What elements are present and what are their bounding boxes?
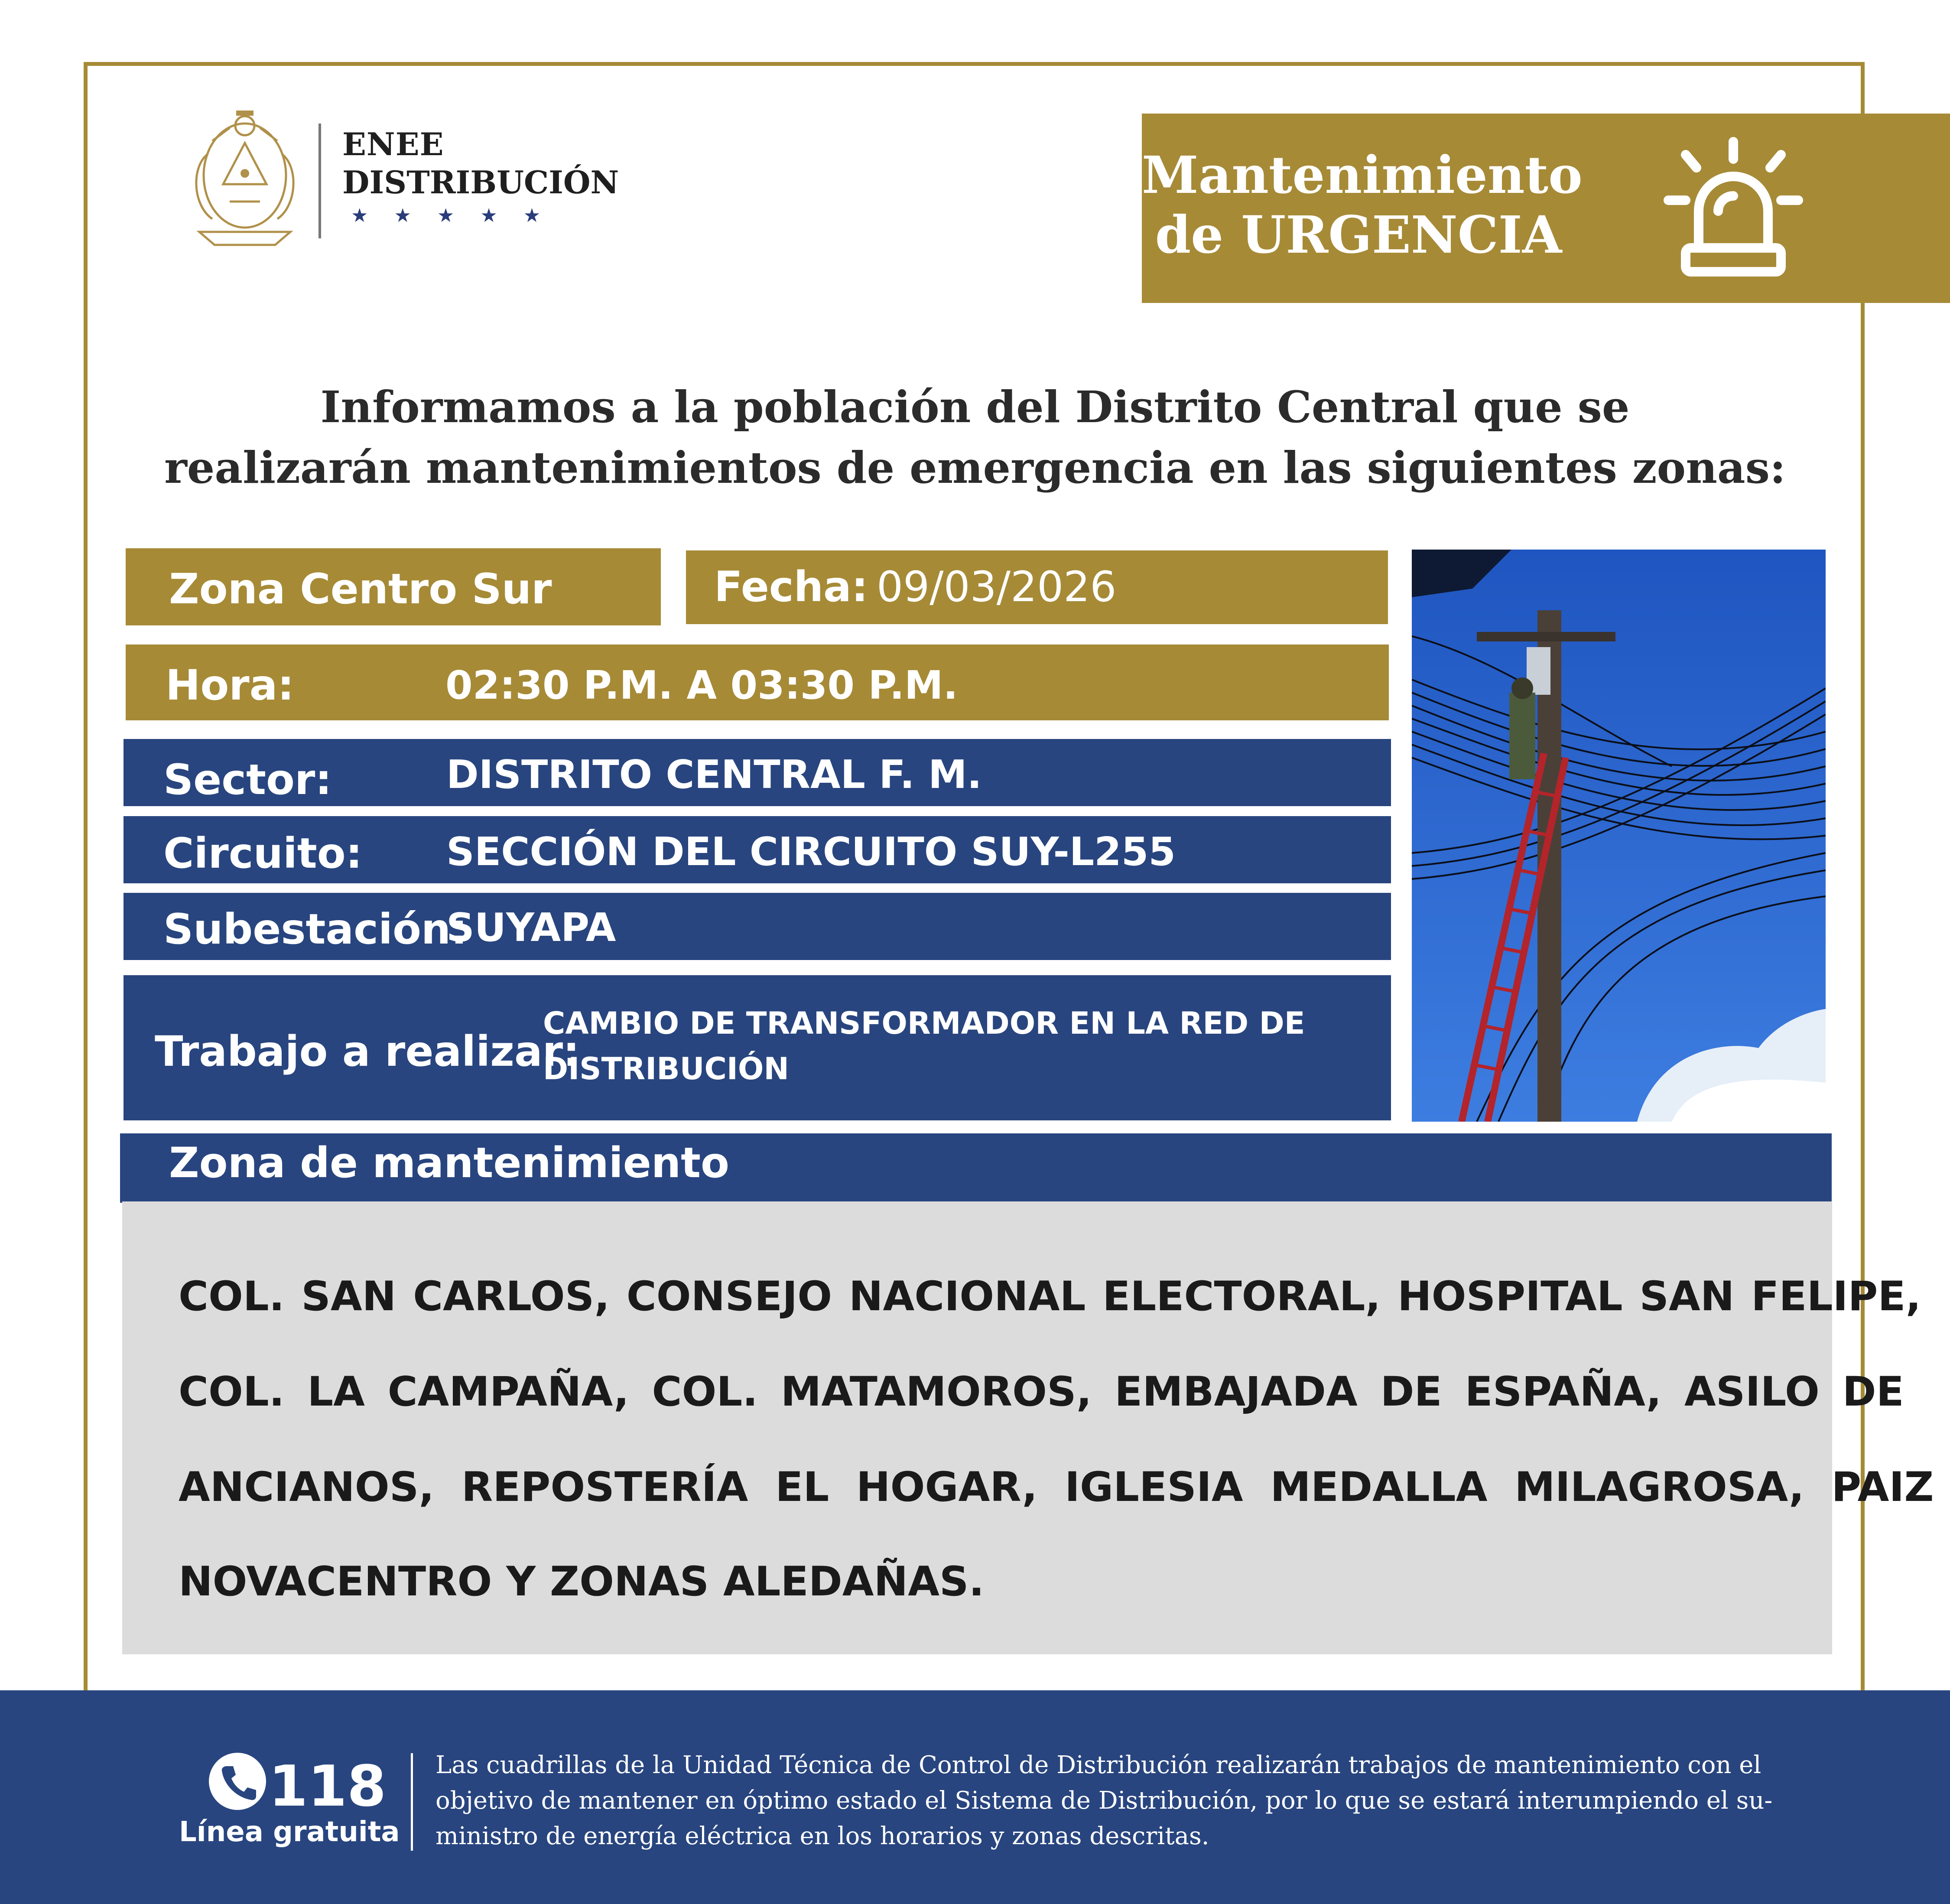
intro-line-1: Informamos a la población del Distrito Central que se	[320, 381, 1630, 433]
zona-mantenimiento-title: Zona de mantenimiento	[169, 1139, 729, 1187]
phone-label: Línea gratuita	[179, 1816, 400, 1848]
hora-box	[126, 644, 1389, 720]
trabajo-value-line1: CAMBIO DE TRANSFORMADOR EN LA RED DE	[543, 1006, 1305, 1041]
hora-label: Hora:	[166, 661, 294, 710]
brand-enee: ENEE	[342, 126, 444, 163]
footer-text-line1: Las cuadrillas de la Unidad Técnica de Control de Distribución realizarán trabajos de mantenimiento con el	[436, 1751, 1762, 1779]
footer-text-line3: ministro de energía eléctrica en los horarios y zonas descritas.	[436, 1822, 1209, 1850]
circuito-row	[124, 816, 1391, 883]
subestacion-value: SUYAPA	[446, 905, 616, 950]
footer-text-line2: objetivo de mantener en óptimo estado el Sistema de Distribución, por lo que se estará interumpiendo el su-	[436, 1787, 1773, 1815]
circuito-label: Circuito:	[163, 829, 363, 878]
fecha-label: Fecha:	[714, 563, 868, 611]
phone-icon	[207, 1751, 268, 1812]
zona-box	[126, 548, 661, 625]
badge-title-line1: Mantenimiento	[1142, 145, 1583, 205]
trabajo-value-line2: DISTRIBUCIÓN	[543, 1051, 789, 1087]
sector-value: DISTRITO CENTRAL F. M.	[446, 752, 982, 797]
subestacion-label: Subestación:	[163, 905, 468, 954]
siren-alarm-icon	[1662, 135, 1805, 278]
zone-line-4: NOVACENTRO Y ZONAS ALEDAÑAS.	[179, 1558, 985, 1605]
subestacion-row	[124, 893, 1391, 960]
brand-stars: ★★★★★	[351, 205, 567, 227]
intro-line-2: realizarán mantenimientos de emergencia en las siguientes zonas:	[164, 442, 1786, 493]
sector-row	[124, 739, 1391, 806]
zone-line-1: COL. SAN CARLOS, CONSEJO NACIONAL ELECTORAL, HOSPITAL SAN FELIPE,	[179, 1273, 1921, 1320]
zona-mantenimiento-list	[122, 1201, 1934, 1654]
zona-label: Zona Centro Sur	[169, 565, 552, 613]
phone-number: 118	[269, 1753, 387, 1819]
sector-label: Sector:	[163, 755, 332, 804]
footer-divider	[411, 1753, 413, 1851]
coat-of-arms-logo	[182, 102, 308, 251]
badge-title-line2: de URGENCIA	[1155, 205, 1562, 265]
hora-value: 02:30 P.M. A 03:30 P.M.	[445, 663, 958, 708]
fecha-value: 09/03/2026	[877, 563, 1117, 611]
trabajo-row	[124, 975, 1391, 1120]
zona-mantenimiento-header	[120, 1133, 1832, 1203]
lineman-photo	[1412, 550, 1826, 1122]
fecha-box	[686, 550, 1388, 624]
zone-line-2: COL. LA CAMPAÑA, COL. MATAMOROS, EMBAJADA DE ESPAÑA, ASILO DE	[179, 1368, 1904, 1416]
urgency-badge	[1142, 114, 1950, 303]
logo-divider	[318, 124, 321, 238]
brand-distribucion: DISTRIBUCIÓN	[342, 164, 619, 201]
trabajo-label: Trabajo a realizar:	[155, 1027, 580, 1076]
circuito-value: SECCIÓN DEL CIRCUITO SUY-L255	[446, 829, 1176, 875]
zone-line-3: ANCIANOS, REPOSTERÍA EL HOGAR, IGLESIA MEDALLA MILAGROSA, PAIZ	[179, 1464, 1934, 1511]
